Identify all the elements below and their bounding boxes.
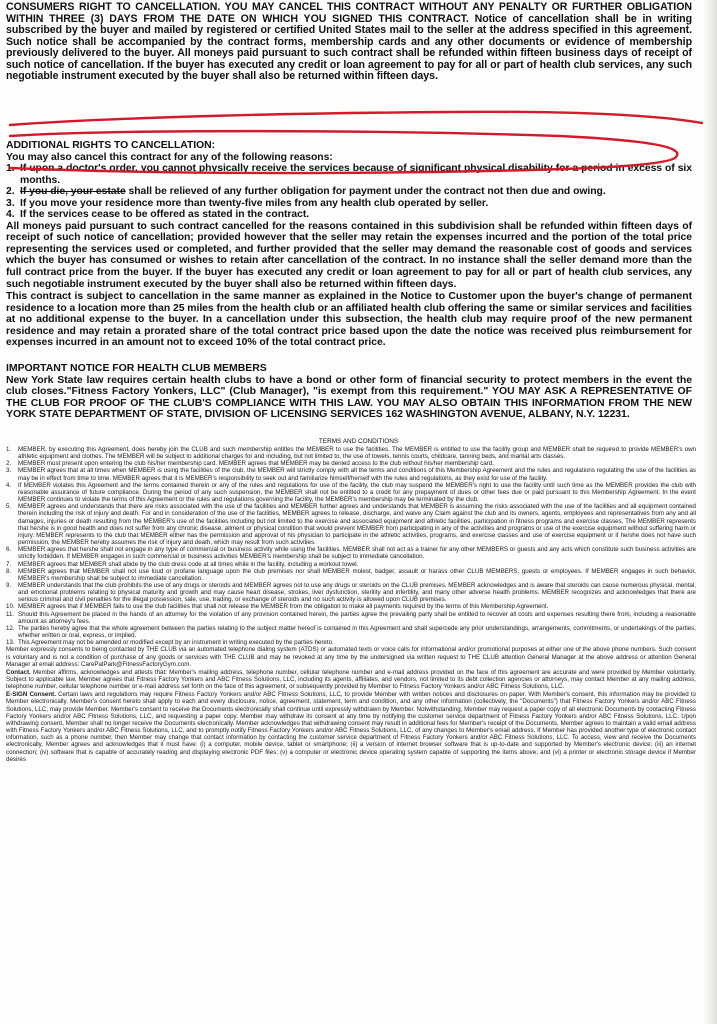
term-number: 4.	[6, 481, 12, 489]
consumer-cancellation-rights	[6, 2, 692, 83]
term-text: MEMBER agrees that MEMBER shall not use loud or profane language upon the club premises nor shall MEMBER molest, badger, assault or harass other CLUB MEMBERS, guests or employees. If MEMBER engages in such behavior, MEMBER's membership shall be subject to immediate cancellation.	[18, 567, 696, 582]
reason-number: 1.	[6, 163, 15, 175]
refund-paragraph: All moneys paid pursuant to such contract cancelled for the reasons contained in this subdivision shall be refunded within fifteen days of receipt of such notice of cancellation; provided however that the seller may retain the expenses incurred and the portion of the total price representing the services used or completed, and further provided that the seller may demand the reasonable cost of goods and services which the buyer has consumed or wishes to retain after cancellation of the contract. In no instance shall the seller demand more than the full contract price from the buyer. If the buyer has executed any credit or loan agreement to pay for all or part of health club services, any such negotiable instrument executed by the buyer shall also be returned within fifteen days.	[6, 220, 692, 290]
term-number: 8.	[6, 567, 12, 575]
reason-number: 2.	[6, 186, 15, 198]
reason-number: 3.	[6, 197, 15, 209]
term-text: MEMBER agrees that if MEMBER fails to use the club facilities that shall not release the MEMBER from the obligation to make all payments required by the terms of this Membership Agreement.	[18, 603, 549, 611]
term-item	[6, 546, 696, 560]
atds-consent: Member expressly consents to being contacted by THE CLUB via an automated telephone dialing system (ATDS) or automated texts or voice calls for informational and/or promotional purposes at either one of the above phone numbers. Such consent is voluntary and is not a condition of purchase of any goods or services with THE CLUB and may be revoked at any time by the undersigned via written request to THE CLUB attention General Manager at the above address or attention General Manager at email address: CarePalPark@FitnessFactoryGym.com.	[6, 646, 696, 668]
term-text: This Agreement may not be amended or modified except by an instrument in writing executed by the parties hereto.	[18, 639, 334, 647]
term-item	[6, 561, 696, 568]
term-text: MEMBER agrees that at all times when MEMBER is using the facilities of the club, the MEMBER will strictly comply with all the terms and conditions of this Membership Agreement and the rules and regulations regulating the use of the facilities as may be in effect from time to time. MEMBER agrees that it is MEMBER's responsibility to seek out and familiarize himself/herself with the rules and regulations, as they exist for use of the facility.	[18, 467, 696, 482]
struck-text: If you die, your estate	[20, 186, 126, 198]
esign-text: Certain laws and regulations may require Fitness Factory Yonkers and/or ABC Fitness Solutions, LLC, to provide Member with written notices and disclosures on paper. With Member's consent, this information may be provided to Member electronically. Member's consent hereto shall apply to each and every disclosure, notice, agreement, statement, term and condition, and any other information (collectively, the "Documents") that Fitness Factory Yonkers and/or ABC Fitness Solutions, LLC, may provide Member. Member's consent to receive the Documents electronically shall continue until expressly withdrawn by Member. Notwithstanding, Member may request a paper copy of all electronic Documents by contacting Fitness Factory Yonkers and/or ABC Fitness Solutions, LLC, and requesting a paper copy. Member may withdraw its consent at any time by notifying the customer service department of Fitness Factory Yonkers and/or ABC Fitness Solutions, LLC. Upon withdrawing consent, Member shall no longer receive the Documents electronically. Member acknowledges that withdrawing consent may result in additional fees for Member's receipt of the Documents. Member agrees to maintain a valid email address with Fitness Factory Yonkers and/or ABC Fitness Solutions, LLC, and to promptly notify Fitness Factory Yonkers and/or ABC Fitness Solutions, LLC, of any changes to Member's email address. If Member has provided another type of electronic contact information, such as a phone number, then Member may change that contact information by contacting the customer service department of Fitness Factory Yonkers and/or ABC Fitness Solutions, LLC. To access, view and receive the Documents electronically, Member agrees and acknowledges that it must have: (i) a computer, mobile device, tablet or smartphone; (ii) a version of internet browser software that is up-to-date and supported by Member's electronic device; (iii) an internet connection; (iv) software that is capable of accurately reading and displaying electronic PDF files; (v) a computer or electronic device operating system capable of supporting the items above; and (vi) a printer or electronic storage device if Member desires	[6, 691, 696, 763]
contact-label: Contact.	[6, 668, 31, 676]
term-number: 2.	[6, 460, 12, 468]
esign-clause	[6, 691, 696, 763]
reason-item	[6, 186, 692, 198]
reason-text	[20, 186, 692, 198]
additional-rights-intro: You may also cancel this contract for any of the following reasons:	[6, 151, 333, 163]
term-number: 13.	[6, 639, 15, 647]
reason-text: If you move your residence more than twenty-five miles from any health club operated by seller.	[20, 197, 489, 209]
term-number: 9.	[6, 581, 12, 589]
term-item	[6, 482, 696, 503]
term-number: 10.	[6, 603, 15, 611]
important-notice	[6, 363, 692, 421]
reason-text-rest: shall be relieved of any further obligation for payment under the contract not then due and owing.	[125, 186, 606, 198]
reason-text: If the services cease to be offered as stated in the contract.	[20, 209, 310, 221]
term-number: 11.	[6, 610, 15, 618]
term-text: If MEMBER violates this Agreement and the terms contained therein or any of the rules and regulations for use of the facility, the club may suspend the MEMBER's right to use the facility until such time as the MEMBER provides the club with reasonable assurance of future compliance. During the period of any such suspension, the MEMBER shall not be entitled to a credit for any prepayment of dues or other fees due or paid pursuant to this Membership Agreement. In the event MEMBER continues to violate the terms of this Agreement or the rules and regulations governing the facility, the MEMBER's membership may be terminated by the club.	[18, 481, 696, 504]
term-text: MEMBER agrees and understands that there are risks associated with the use of the facilities and MEMBER further agrees and understands that MEMBER is assuming the risks associated with the use of the facilities and all equipment contained therein including the risk of injury and death. For and in consideration of the use of the facilities, MEMBER agrees to release, discharge, and waive any Claim against the club and its owners, agents, employees and representatives from any and all damages, injuries or death resulting from the MEMBER's use of the facilities including but not limited to the exercise and associated equipment and athletic facilities, participation in fitness programs and exercise classes. The MEMBER represents that he/she is in good health and does not suffer from any chronic disease, ailment or physical condition that would prevent MEMBER from participating in any of the activities and programs or use of the exercise equipment without suffering harm or injury. MEMBER represents to the club that MEMBER either has the permission and approval of his physician to participate in the athletic activities, programs, and exercise classes and use of exercise equipment or if he/she does not have such permission, the MEMBER hereby assumes the risk of injury and death, which may result from such activities.	[18, 503, 696, 547]
important-notice-text: New York State law requires certain health clubs to have a bond or other form of financial security to protect members in the event the club closes."Fitness Factory Yonkers, LLC" (Club Manager), "is exempt from this requirement." YOU MAY ASK A REPRESENTATIVE OF THE CLUB FOR PROOF OF THE CLUB'S COMPLIANCE WITH THIS LAW. YOU MAY ALSO OBTAIN THIS INFORMATION FROM THE NEW YORK STATE DEPARTMENT OF STATE, DIVISION OF LICENSING SERVICES 162 WASHINGTON AVENUE, ALBANY, N.Y. 12231.	[6, 373, 692, 421]
scan-shadow	[703, 0, 717, 1024]
contact-clause	[6, 669, 696, 690]
term-item	[6, 625, 696, 639]
term-item	[6, 568, 696, 582]
reason-text: If upon a doctor's order, you cannot physically receive the services because of significant physical disability for a period in excess of six months.	[20, 163, 692, 186]
additional-cancellation-rights	[6, 140, 692, 290]
term-item	[6, 467, 696, 481]
term-item	[6, 460, 696, 467]
red-underline-stroke	[10, 112, 702, 125]
term-number: 5.	[6, 503, 12, 511]
important-notice-heading: IMPORTANT NOTICE FOR HEALTH CLUB MEMBERS	[6, 362, 267, 374]
esign-label: E-SIGN Consent.	[6, 691, 56, 699]
term-item	[6, 611, 696, 625]
term-text: MEMBER understands that the club prohibits the use of any drugs or steroids and MEMBER agrees not to use any drugs or steroids on the CLUB premises. MEMBER acknowledges and is aware that steroids can cause numerous physical, mental, and emotional problems relating to physical maturity and growth and may cause heart disease, strokes, liver dysfunction, sterility and infertility, and many other adverse health problems. MEMBER recognizes and acknowledges that there are serious criminal and civil penalties for the illegal possession, sale, use, trading, or exchange of steroids and no such activity is allowed upon CLUB premises.	[18, 581, 696, 604]
term-number: 12.	[6, 624, 15, 632]
term-number: 6.	[6, 546, 12, 554]
terms-title: TERMS AND CONDITIONS	[318, 438, 399, 445]
reason-number: 4.	[6, 209, 15, 221]
reason-item	[6, 209, 692, 221]
additional-rights-heading: ADDITIONAL RIGHTS TO CANCELLATION:	[6, 140, 215, 151]
term-text: MEMBER, by executing this Agreement, does hereby join the CLUB and such membership entitles the MEMBER to use the facilities. The MEMBER is entitled to use the facility group and MEMBER shall be required to provide MEMBER's own athletic equipment and clothes. The MEMBER will be subject to additional charges for and including, but not limited to, the use of towels, tennis courts, childcare, tanning beds, and martial arts classes.	[18, 446, 696, 461]
term-text: MEMBER must present upon entering the club his/her membership card. MEMBER agrees that MEMBER may be denied access to the club without his/her membership card.	[18, 460, 494, 468]
relocation-text: This contract is subject to cancellation in the same manner as explained in the Notice to Customer upon the buyer's change of permanent residence to a location more than 25 miles from the health club or an affiliated health club offering the same or similar services and facilities at no additional expense to the buyer. In a cancellation under this subsection, the health club may require proof of the new permanent residence and may retain a prorated share of the total contract price based upon the date the notice was received plus reimbursement for expenses incurred in an amount not to exceed 10% of the total contract price.	[6, 291, 692, 349]
reason-item	[6, 163, 692, 186]
consumer-cancellation-text: CONSUMERS RIGHT TO CANCELLATION. YOU MAY CANCEL THIS CONTRACT WITHOUT ANY PENALTY OR FURTHER OBLIGATION WITHIN THREE (3) DAYS FROM THE DATE ON WHICH YOU SIGNED THIS CONTRACT. Notice of cancellation shall be in writing subscribed by the buyer and mailed by registered or certified United States mail to the seller at the address specified in this agreement. Such notice shall be accompanied by the contract forms, membership cards and any other documents or evidence of membership previously delivered to the buyer. All moneys paid pursuant to such contract shall be refunded within fifteen business days of receipt of such notice of cancellation. If the buyer has executed any credit or loan agreement to pay for all or part of health club services, any such negotiable instrument executed by the buyer shall also be returned within fifteen days.	[6, 1, 692, 83]
term-item	[6, 603, 696, 610]
terms-and-conditions	[6, 446, 696, 764]
contact-text: Member affirms, acknowledges and attests that: Member's mailing address, telephone number, cellular telephone number and e-mail address provided on the face of this agreement are accurate and were provided by Member voluntarily. Subject to applicable law, Member agrees that Fitness Factory Yonkers and ABC Fitness Solutions, LLC, including its agents, affiliates, and vendors, not limited to its debt collection agencies or attorneys, may contact Member at any mailing address, telephone number, cellular telephone number or e-mail address set forth on the face of this agreement, or subsequently provided by Member to Fitness Factory Yonkers and/or ABC Fitness Solutions, LLC.	[6, 668, 696, 691]
term-item	[6, 582, 696, 603]
relocation-cancellation	[6, 291, 692, 349]
term-item	[6, 639, 696, 646]
term-text: Should this Agreement be placed in the hands of an attorney for the violation of any provision contained herein, the parties agree the prevailing party shall be entitled to recover all costs and expenses resulting there from, including a reasonable amount as attorney's fees.	[18, 610, 696, 625]
term-text: MEMBER agrees that MEMBER shall abide by the club dress code at all times while in the facility, including a workout towel.	[18, 560, 359, 568]
term-number: 7.	[6, 560, 12, 568]
term-text: The parties hereby agree that the whole agreement between the parties relating to the subject matter hereof is contained in this Agreement and shall supercede any prior understandings, arrangements, commitments, or undertakings of the parties, whether written or oral, express, or implied.	[18, 624, 696, 640]
term-number: 1.	[6, 446, 12, 453]
term-text: MEMBER agrees that he/she shall not engage in any type of commercial or business activity while using the facilities. MEMBER shall not act as a trainer for any other MEMBERS or guests and any acts which constitute such business activities are strictly forbidden. If MEMBER engages in such commercial or business activities MEMBER's membership shall be subject to immediate cancellation.	[18, 546, 696, 561]
term-item	[6, 503, 696, 546]
term-item	[6, 446, 696, 460]
reason-item	[6, 198, 692, 210]
term-number: 3.	[6, 467, 12, 475]
